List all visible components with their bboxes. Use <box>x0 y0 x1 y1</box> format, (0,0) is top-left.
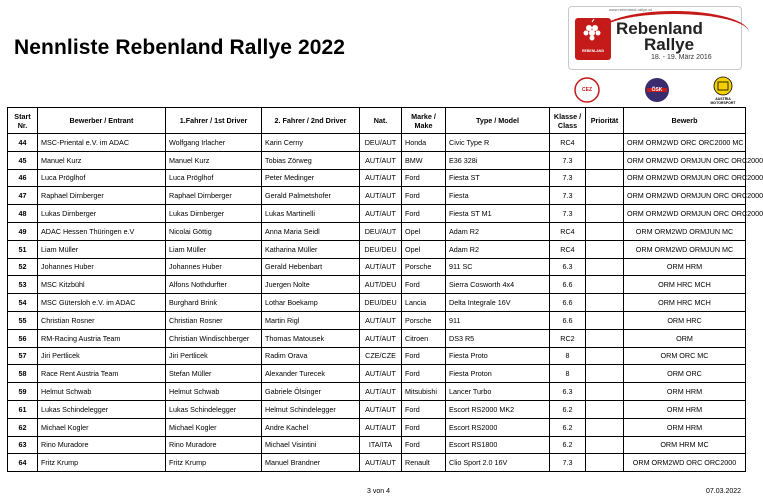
priority-cell <box>586 151 624 169</box>
start-number-cell: 62 <box>8 418 38 436</box>
start-number-cell: 59 <box>8 383 38 401</box>
start-number-cell: 46 <box>8 169 38 187</box>
priority-cell <box>586 329 624 347</box>
austria-motorsport-logo <box>706 76 740 104</box>
make-cell: Ford <box>402 169 446 187</box>
table-row <box>8 222 746 240</box>
model-cell: Adam R2 <box>446 240 550 258</box>
first-driver-cell: Helmut Schwab <box>166 383 262 401</box>
make-cell: Mitsubishi <box>402 383 446 401</box>
competition-cell: ORM ORM2WD ORMJUN ORC ORC2000 <box>624 187 746 205</box>
make-cell: Opel <box>402 240 446 258</box>
column-header: 1.Fahrer / 1st Driver <box>166 108 262 134</box>
priority-cell <box>586 169 624 187</box>
make-cell: Citroen <box>402 329 446 347</box>
entrant-cell: MSC Kitzbühl <box>38 276 166 294</box>
column-header: Start Nr. <box>8 108 38 134</box>
model-cell: Clio Sport 2.0 16V <box>446 454 550 472</box>
class-cell: 7.3 <box>550 187 586 205</box>
first-driver-cell: Manuel Kurz <box>166 151 262 169</box>
second-driver-cell: Karin Cerny <box>262 134 360 152</box>
amf-shield-icon <box>706 76 740 98</box>
nationality-cell: AUT/AUT <box>360 418 402 436</box>
rally-logo <box>568 6 742 70</box>
first-driver-cell: Rino Muradore <box>166 436 262 454</box>
priority-cell <box>586 365 624 383</box>
entrant-cell: Lukas Schindelegger <box>38 400 166 418</box>
model-cell: Adam R2 <box>446 222 550 240</box>
make-cell: Ford <box>402 365 446 383</box>
first-driver-cell: Michael Kogler <box>166 418 262 436</box>
entrant-cell: RM-Racing Austria Team <box>38 329 166 347</box>
first-driver-cell: Jiri Pertlicek <box>166 347 262 365</box>
competition-cell: ORM HRM <box>624 258 746 276</box>
first-driver-cell: Alfons Nothdurfter <box>166 276 262 294</box>
competition-cell: ORM HRC <box>624 311 746 329</box>
model-cell: Fiesta Proto <box>446 347 550 365</box>
model-cell: Escort RS2000 <box>446 418 550 436</box>
nationality-cell: CZE/CZE <box>360 347 402 365</box>
competition-cell: ORM HRC MCH <box>624 294 746 312</box>
table-row <box>8 454 746 472</box>
class-cell: RC2 <box>550 329 586 347</box>
entrant-cell: Liam Müller <box>38 240 166 258</box>
competition-cell: ORM ORM2WD ORMJUN MC <box>624 240 746 258</box>
entrant-cell: Lukas Dirnberger <box>38 205 166 223</box>
second-driver-cell: Michael Visintini <box>262 436 360 454</box>
make-cell: Renault <box>402 454 446 472</box>
start-number-cell: 57 <box>8 347 38 365</box>
start-number-cell: 45 <box>8 151 38 169</box>
entrant-cell: Johannes Huber <box>38 258 166 276</box>
column-header: Bewerb <box>624 108 746 134</box>
table-row <box>8 418 746 436</box>
table-row <box>8 151 746 169</box>
make-cell: Ford <box>402 400 446 418</box>
class-cell: 7.3 <box>550 169 586 187</box>
page-number: 3 von 4 <box>367 488 390 495</box>
make-cell: Honda <box>402 134 446 152</box>
nationality-cell: DEU/DEU <box>360 294 402 312</box>
first-driver-cell: Fritz Krump <box>166 454 262 472</box>
model-cell: Delta Integrale 16V <box>446 294 550 312</box>
column-header: Marke / Make <box>402 108 446 134</box>
nationality-cell: AUT/AUT <box>360 454 402 472</box>
competition-cell: ORM ORM2WD ORMJUN MC <box>624 222 746 240</box>
table-row <box>8 436 746 454</box>
first-driver-cell: Lukas Schindelegger <box>166 400 262 418</box>
model-cell: Fiesta ST M1 <box>446 205 550 223</box>
entrant-cell: Manuel Kurz <box>38 151 166 169</box>
priority-cell <box>586 418 624 436</box>
austria-motorsport-text: AUSTRIA MOTORSPORT <box>710 97 736 105</box>
model-cell: Fiesta ST <box>446 169 550 187</box>
entrant-cell: Race Rent Austria Team <box>38 365 166 383</box>
competition-cell: ORM HRM <box>624 383 746 401</box>
document-date: 07.03.2022 <box>706 488 742 495</box>
entrant-cell: ADAC Hessen Thüringen e.V <box>38 222 166 240</box>
logo-url: www.rebenland-rallye.at <box>609 7 652 12</box>
cez-logo <box>570 76 604 104</box>
make-cell: Ford <box>402 436 446 454</box>
competition-cell: ORM ORC <box>624 365 746 383</box>
entrant-cell: MSC Gütersloh e.V. im ADAC <box>38 294 166 312</box>
nationality-cell: AUT/AUT <box>360 329 402 347</box>
second-driver-cell: Gerald Hebenbart <box>262 258 360 276</box>
priority-cell <box>586 205 624 223</box>
entrant-cell: Michael Kogler <box>38 418 166 436</box>
make-cell: Porsche <box>402 258 446 276</box>
logo-name-line1: Rebenland <box>616 19 703 38</box>
first-driver-cell: Luca Pröglhof <box>166 169 262 187</box>
table-row <box>8 134 746 152</box>
table-row <box>8 258 746 276</box>
priority-cell <box>586 311 624 329</box>
table-row <box>8 294 746 312</box>
table-body <box>8 134 763 472</box>
logo-dates: 18. - 19. März 2016 <box>651 54 712 61</box>
entrant-cell: Jiri Pertlicek <box>38 347 166 365</box>
competition-cell: ORM ORM2WD ORMJUN ORC ORC2000 <box>624 205 746 223</box>
second-driver-cell: Lothar Boekamp <box>262 294 360 312</box>
class-cell: 7.3 <box>550 454 586 472</box>
model-cell: Lancer Turbo <box>446 383 550 401</box>
class-cell: 6.6 <box>550 294 586 312</box>
model-cell: E36 328i <box>446 151 550 169</box>
priority-cell <box>586 383 624 401</box>
second-driver-cell: Andre Kachel <box>262 418 360 436</box>
competition-cell: ORM HRM <box>624 418 746 436</box>
nationality-cell: DEU/AUT <box>360 222 402 240</box>
page-title: Nennliste Rebenland Rallye 2022 <box>14 36 346 59</box>
priority-cell <box>586 258 624 276</box>
model-cell: Sierra Cosworth 4x4 <box>446 276 550 294</box>
first-driver-cell: Nicolai Göttig <box>166 222 262 240</box>
model-cell: Civic Type R <box>446 134 550 152</box>
class-cell: RC4 <box>550 222 586 240</box>
table-row <box>8 169 746 187</box>
entrant-cell: Helmut Schwab <box>38 383 166 401</box>
entrant-cell: Rino Muradore <box>38 436 166 454</box>
nationality-cell: AUT/AUT <box>360 169 402 187</box>
nationality-cell: AUT/AUT <box>360 365 402 383</box>
second-driver-cell: Tobias Zörweg <box>262 151 360 169</box>
logo-name-line2: Rallye <box>644 35 695 54</box>
nationality-cell: AUT/AUT <box>360 383 402 401</box>
table-row <box>8 187 746 205</box>
nationality-cell: AUT/AUT <box>360 258 402 276</box>
start-number-cell: 64 <box>8 454 38 472</box>
table-row <box>8 240 746 258</box>
priority-cell <box>586 347 624 365</box>
entrant-cell: Christian Rosner <box>38 311 166 329</box>
start-number-cell: 53 <box>8 276 38 294</box>
model-cell: Fiesta Proton <box>446 365 550 383</box>
column-header: Nat. <box>360 108 402 134</box>
priority-cell <box>586 276 624 294</box>
class-cell: 6.3 <box>550 383 586 401</box>
class-cell: 7.3 <box>550 205 586 223</box>
first-driver-cell: Raphael Dirnberger <box>166 187 262 205</box>
second-driver-cell: Martin Rigl <box>262 311 360 329</box>
start-number-cell: 51 <box>8 240 38 258</box>
priority-cell <box>586 134 624 152</box>
class-cell: 6.2 <box>550 436 586 454</box>
table-row <box>8 400 746 418</box>
class-cell: 6.3 <box>550 258 586 276</box>
first-driver-cell: Burghard Brink <box>166 294 262 312</box>
class-cell: RC4 <box>550 240 586 258</box>
logo-badge-text: REBENLAND <box>582 49 604 53</box>
first-driver-cell: Liam Müller <box>166 240 262 258</box>
entrant-cell: Luca Pröglhof <box>38 169 166 187</box>
column-header: 2. Fahrer / 2nd Driver <box>262 108 360 134</box>
second-driver-cell: Lukas Martinelli <box>262 205 360 223</box>
competition-cell: ORM HRM MC <box>624 436 746 454</box>
nationality-cell: AUT/AUT <box>360 311 402 329</box>
nationality-cell: AUT/AUT <box>360 205 402 223</box>
make-cell: Ford <box>402 205 446 223</box>
nationality-cell: AUT/AUT <box>360 400 402 418</box>
start-number-cell: 63 <box>8 436 38 454</box>
table-row <box>8 329 746 347</box>
first-driver-cell: Lukas Dirnberger <box>166 205 262 223</box>
first-driver-cell: Wolfgang Irlacher <box>166 134 262 152</box>
first-driver-cell: Christian Rosner <box>166 311 262 329</box>
start-number-cell: 44 <box>8 134 38 152</box>
make-cell: Ford <box>402 347 446 365</box>
model-cell: 911 <box>446 311 550 329</box>
competition-cell: ORM ORM2WD ORC ORC2000 <box>624 454 746 472</box>
nationality-cell: AUT/AUT <box>360 187 402 205</box>
class-cell: 8 <box>550 365 586 383</box>
second-driver-cell: Katharina Müller <box>262 240 360 258</box>
table-header-row <box>8 108 746 134</box>
competition-cell: ORM HRM <box>624 400 746 418</box>
nationality-cell: AUT/AUT <box>360 151 402 169</box>
entrant-cell: Fritz Krump <box>38 454 166 472</box>
second-driver-cell: Gabriele Ölsinger <box>262 383 360 401</box>
make-cell: Lancia <box>402 294 446 312</box>
model-cell: Fiesta <box>446 187 550 205</box>
second-driver-cell: Anna Maria Seidl <box>262 222 360 240</box>
second-driver-cell: Thomas Matousek <box>262 329 360 347</box>
table-row <box>8 205 746 223</box>
class-cell: 6.2 <box>550 400 586 418</box>
start-number-cell: 56 <box>8 329 38 347</box>
model-cell: Escort RS2000 MK2 <box>446 400 550 418</box>
start-number-cell: 54 <box>8 294 38 312</box>
make-cell: Opel <box>402 222 446 240</box>
priority-cell <box>586 454 624 472</box>
make-cell: BMW <box>402 151 446 169</box>
class-cell: 6.6 <box>550 311 586 329</box>
start-number-cell: 48 <box>8 205 38 223</box>
priority-cell <box>586 240 624 258</box>
start-number-cell: 61 <box>8 400 38 418</box>
nationality-cell: DEU/AUT <box>360 134 402 152</box>
competition-cell: ORM <box>624 329 746 347</box>
nationality-cell: AUT/DEU <box>360 276 402 294</box>
start-number-cell: 47 <box>8 187 38 205</box>
priority-cell <box>586 222 624 240</box>
class-cell: 8 <box>550 347 586 365</box>
cez-logo-text: CEZ <box>582 87 592 93</box>
second-driver-cell: Peter Medinger <box>262 169 360 187</box>
class-cell: 6.6 <box>550 276 586 294</box>
class-cell: RC4 <box>550 134 586 152</box>
competition-cell: ORM ORC MC <box>624 347 746 365</box>
first-driver-cell: Stefan Müller <box>166 365 262 383</box>
class-cell: 7.3 <box>550 151 586 169</box>
priority-cell <box>586 400 624 418</box>
make-cell: Porsche <box>402 311 446 329</box>
competition-cell: ORM ORM2WD ORMJUN ORC ORC2000 <box>624 169 746 187</box>
make-cell: Ford <box>402 418 446 436</box>
make-cell: Ford <box>402 187 446 205</box>
start-number-cell: 58 <box>8 365 38 383</box>
osk-logo <box>640 76 674 104</box>
column-header: Bewerber / Entrant <box>38 108 166 134</box>
entrant-cell: MSC-Priental e.V. im ADAC <box>38 134 166 152</box>
logo-badge <box>575 18 611 60</box>
table-row <box>8 365 746 383</box>
model-cell: Escort RS1800 <box>446 436 550 454</box>
entry-list-table <box>7 107 763 472</box>
second-driver-cell: Radim Orava <box>262 347 360 365</box>
grape-icon <box>575 18 611 50</box>
table-row <box>8 347 746 365</box>
entrant-cell: Raphael Dirnberger <box>38 187 166 205</box>
table-row <box>8 383 746 401</box>
start-number-cell: 52 <box>8 258 38 276</box>
model-cell: 911 SC <box>446 258 550 276</box>
second-driver-cell: Alexander Turecek <box>262 365 360 383</box>
first-driver-cell: Christian Windischberger <box>166 329 262 347</box>
second-driver-cell: Manuel Brandner <box>262 454 360 472</box>
column-header: Priorität <box>586 108 624 134</box>
table-row <box>8 276 746 294</box>
table-row <box>8 311 746 329</box>
start-number-cell: 49 <box>8 222 38 240</box>
second-driver-cell: Gerald Palmetshofer <box>262 187 360 205</box>
competition-cell: ORM ORM2WD ORC ORC2000 MC <box>624 134 746 152</box>
class-cell: 6.2 <box>550 418 586 436</box>
competition-cell: ORM ORM2WD ORMJUN ORC ORC2000 <box>624 151 746 169</box>
model-cell: DS3 R5 <box>446 329 550 347</box>
nationality-cell: ITA/ITA <box>360 436 402 454</box>
priority-cell <box>586 294 624 312</box>
priority-cell <box>586 436 624 454</box>
make-cell: Ford <box>402 276 446 294</box>
first-driver-cell: Johannes Huber <box>166 258 262 276</box>
column-header: Type / Model <box>446 108 550 134</box>
priority-cell <box>586 187 624 205</box>
osk-logo-text: ÖSK <box>651 87 663 93</box>
start-number-cell: 55 <box>8 311 38 329</box>
column-header: Klasse / Class <box>550 108 586 134</box>
second-driver-cell: Juergen Nolte <box>262 276 360 294</box>
nationality-cell: DEU/DEU <box>360 240 402 258</box>
competition-cell: ORM HRC MCH <box>624 276 746 294</box>
second-driver-cell: Helmut Schindelegger <box>262 400 360 418</box>
